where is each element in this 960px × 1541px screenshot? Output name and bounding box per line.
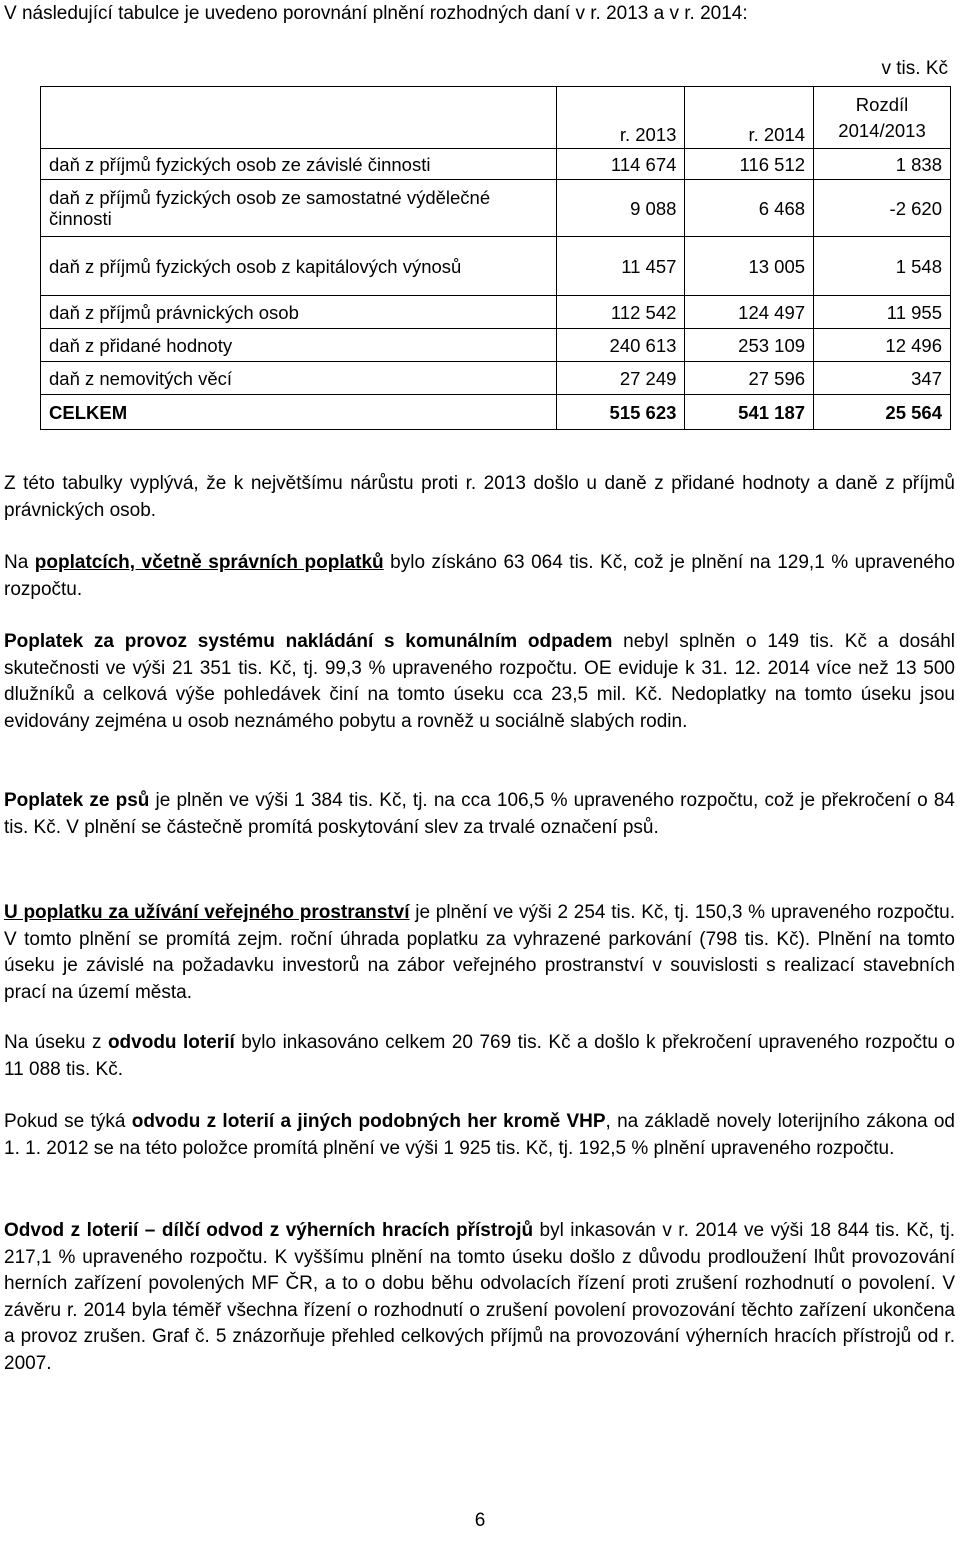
- paragraph-emphasis: U poplatku za užívání veřejného prostranství: [4, 902, 410, 923]
- row-label: daň z příjmů fyzických osob z kapitálových výnosů: [41, 237, 557, 296]
- table-row: [41, 329, 951, 362]
- paragraph-lottery-other: [4, 1109, 955, 1162]
- paragraph-vat-summary: [4, 471, 955, 524]
- row-label: daň z příjmů fyzických osob ze samostatné výdělečné činnosti: [41, 180, 557, 237]
- paragraph-emphasis: Odvod z loterií – dílčí odvod z výherních hracích přístrojů: [4, 1220, 534, 1241]
- header-cell-diff: Rozdíl 2014/2013: [814, 87, 951, 149]
- unit-label: v tis. Kč: [881, 58, 948, 79]
- paragraph-text: nebyl splněn o 149 tis. Kč a dosáhl skutečnosti ve výši 21 351 tis. Kč, tj. 99,3 % upraveného rozpočtu. OE eviduje k 31. 12. 2014 více než 13 500 dlužníků a celková výše pohledávek činí na tomto úseku cca 23,5 mil. Kč. Nedoplatky na tomto úseku jsou evidovány zejména u osob neznámého pobytu a rovněž u sociálně slabých rodin.: [4, 631, 955, 732]
- paragraph-text: , na základě novely loterijního zákona od 1. 1. 2012 se na této položce promítá plnění ve výši 1 925 tis. Kč, tj. 192,5 % plnění upraveného rozpočtu.: [4, 1111, 955, 1159]
- paragraph-public-space-fee: [4, 900, 955, 1006]
- paragraph-gaming-machines: [4, 1218, 955, 1377]
- value-diff: 12 496: [814, 329, 951, 362]
- header-cell-2014: r. 2014: [685, 87, 814, 149]
- paragraph-emphasis: poplatcích, včetně správních poplatků: [34, 552, 384, 573]
- value-diff: -2 620: [814, 180, 951, 237]
- value-diff: 25 564: [814, 395, 951, 430]
- table-row: [41, 362, 951, 395]
- paragraph-dog-fee: [4, 788, 955, 841]
- value-2014: 13 005: [685, 237, 814, 296]
- paragraph-emphasis: Poplatek ze psů: [4, 790, 150, 811]
- value-2013: 114 674: [556, 149, 685, 180]
- value-2013: 240 613: [556, 329, 685, 362]
- row-label: CELKEM: [41, 395, 557, 430]
- row-label: daň z příjmů právnických osob: [41, 296, 557, 329]
- value-2014: 541 187: [685, 395, 814, 430]
- paragraph-text: Pokud se týká: [4, 1111, 132, 1132]
- paragraph-emphasis: odvodu loterií: [107, 1032, 235, 1053]
- paragraph-lottery-levy: [4, 1030, 955, 1083]
- paragraph-emphasis: Poplatek za provoz systému nakládání s komunálním odpadem: [4, 631, 613, 652]
- table-row: [41, 149, 951, 180]
- value-diff: 1 838: [814, 149, 951, 180]
- value-2013: 27 249: [556, 362, 685, 395]
- paragraph-text: je plnění ve výši 2 254 tis. Kč, tj. 150,3 % upraveného rozpočtu. V tomto plnění se promítá zejm. roční úhrada poplatku za vyhrazené parkování (798 tis. Kč). Plnění na tomto úseku je závislé na požadavku investorů na zábor veřejného prostranství v souvislosti s realizací stavebních prací na území města.: [4, 902, 955, 1003]
- value-2013: 11 457: [556, 237, 685, 296]
- value-diff: 347: [814, 362, 951, 395]
- header-cell-2013: r. 2013: [556, 87, 685, 149]
- paragraph-text: Na: [4, 552, 35, 573]
- table-row: [41, 237, 951, 296]
- paragraph-text: bylo inkasováno celkem 20 769 tis. Kč a došlo k překročení upraveného rozpočtu o 11 088 tis. Kč.: [4, 1032, 955, 1080]
- page-number: 6: [474, 1510, 486, 1531]
- paragraph-waste-fee: [4, 629, 955, 735]
- table-row: [41, 180, 951, 237]
- table-header-row: [41, 87, 951, 149]
- paragraph-fees: [4, 550, 955, 603]
- row-label: daň z přidané hodnoty: [41, 329, 557, 362]
- value-diff: 1 548: [814, 237, 951, 296]
- paragraph-text: Z této tabulky vyplývá, že k největšímu nárůstu proti r. 2013 došlo u daně z přidané hodnoty a daně z příjmů právnických osob.: [4, 473, 955, 521]
- value-2014: 116 512: [685, 149, 814, 180]
- value-2014: 6 468: [685, 180, 814, 237]
- tax-comparison-table: [40, 86, 951, 430]
- paragraph-text: Na úseku z: [4, 1032, 108, 1053]
- value-2014: 253 109: [685, 329, 814, 362]
- value-2013: 112 542: [556, 296, 685, 329]
- table-row: [41, 296, 951, 329]
- table-total-row: [41, 395, 951, 430]
- value-2014: 124 497: [685, 296, 814, 329]
- paragraph-text: byl inkasován v r. 2014 ve výši 18 844 tis. Kč, tj. 217,1 % upraveného rozpočtu. K vyššímu plnění na tomto úseku došlo z důvodu prodloužení lhůt provozování herních zařízení povolených MF ČR, a to o dobu běhu odvolacích řízení proti zrušení rozhodnutí o povolení. V závěru r. 2014 byla téměř všechna řízení o rozhodnutí o zrušení povolení provozování těchto zařízení ukončena a provoz zrušen. Graf č. 5 znázorňuje přehled celkových příjmů na provozování výherních hracích přístrojů od r. 2007.: [4, 1220, 955, 1374]
- row-label: daň z příjmů fyzických osob ze závislé činnosti: [41, 149, 557, 180]
- value-2013: 9 088: [556, 180, 685, 237]
- value-2013: 515 623: [556, 395, 685, 430]
- value-2014: 27 596: [685, 362, 814, 395]
- header-cell-empty: [41, 87, 557, 149]
- paragraph-text: bylo získáno 63 064 tis. Kč, což je plnění na 129,1 % upraveného rozpočtu.: [4, 552, 955, 600]
- value-diff: 11 955: [814, 296, 951, 329]
- paragraph-emphasis: odvodu z loterií a jiných podobných her kromě VHP: [131, 1111, 606, 1132]
- paragraph-text: je plněn ve výši 1 384 tis. Kč, tj. na cca 106,5 % upraveného rozpočtu, což je překročení o 84 tis. Kč. V plnění se částečně promítá poskytování slev za trvalé označení psů.: [4, 790, 955, 838]
- row-label: daň z nemovitých věcí: [41, 362, 557, 395]
- intro-text: V následující tabulce je uvedeno porovnání plnění rozhodných daní v r. 2013 a v r. 2014:: [4, 3, 748, 24]
